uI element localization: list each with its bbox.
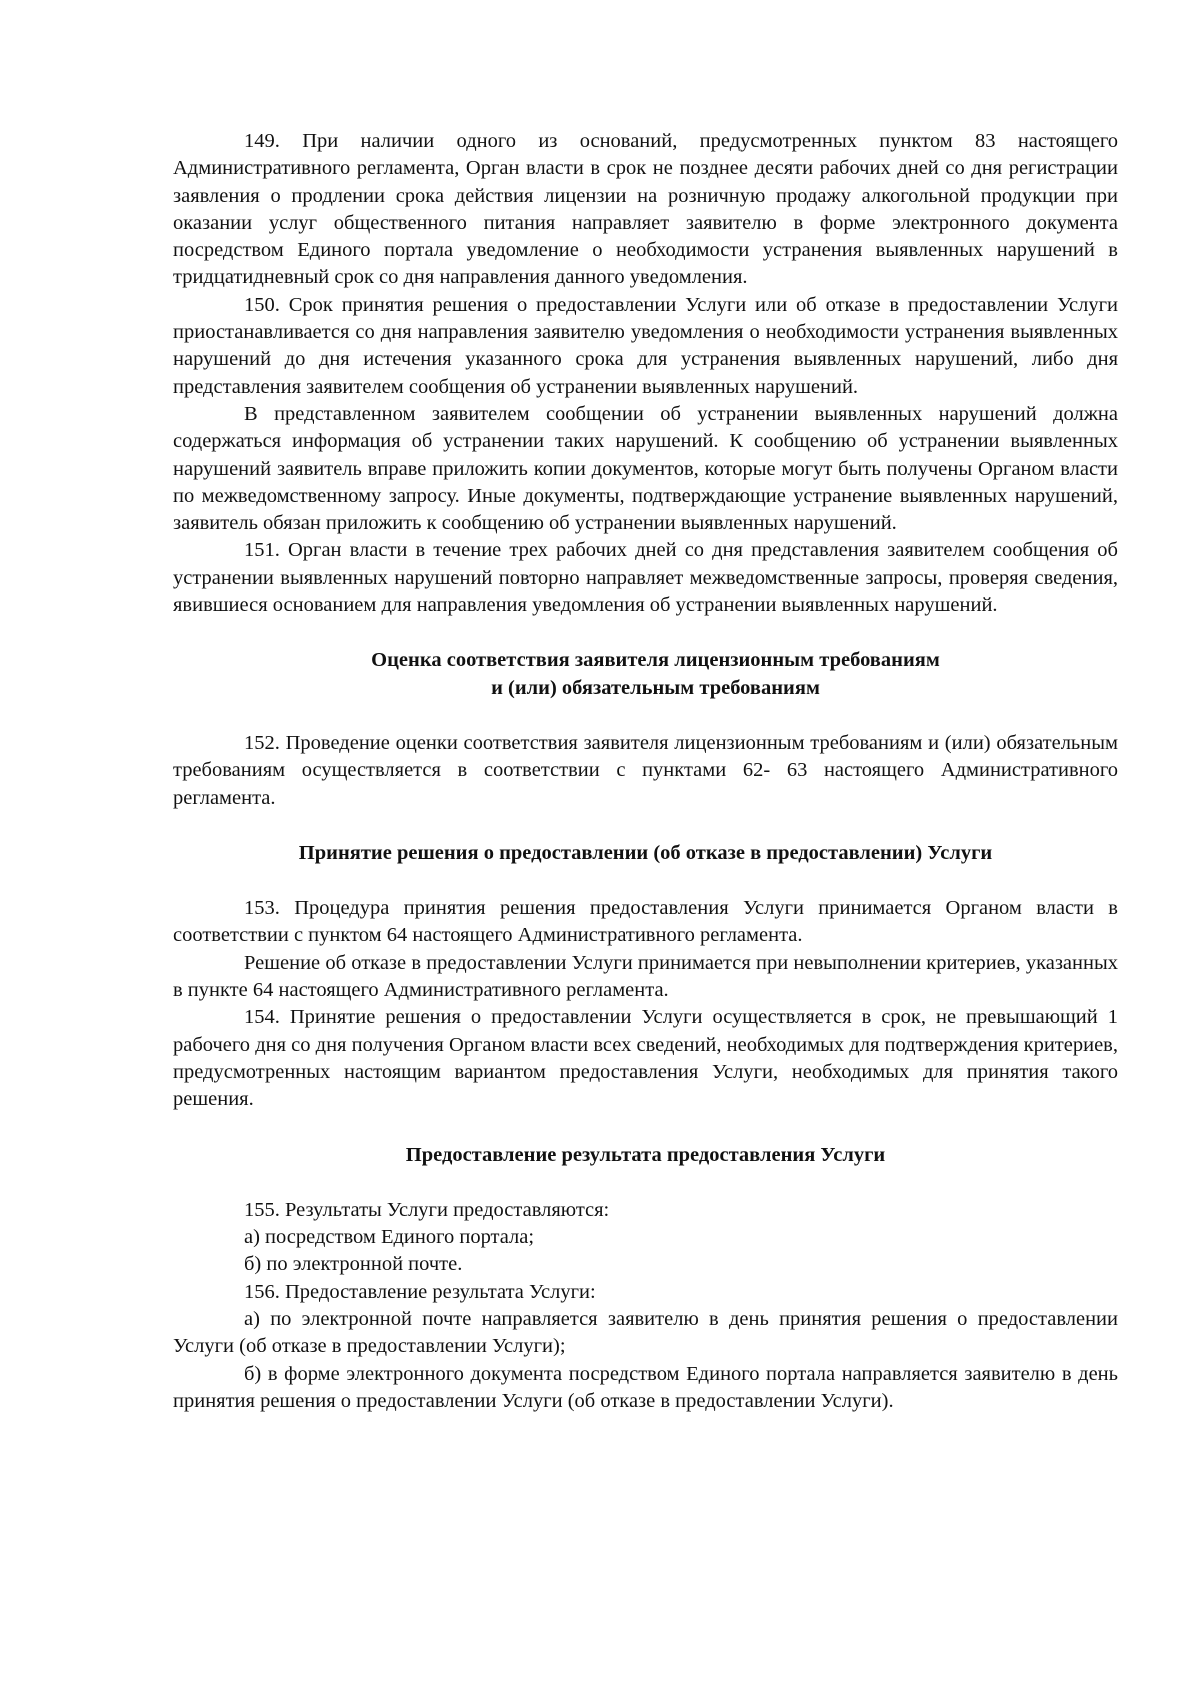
paragraph-154: 154. Принятие решения о предоставлении Услуги осуществляется в срок, не превышающий 1 рабочего дня со дня получения Органом власти всех сведений, необходимых для подтверждения критериев, предусмотренных настоящим вариантом предоставления Услуги, необходимых для принятия такого решения.: [173, 1006, 1118, 1111]
paragraph-156-item-b: б) в форме электронного документа посредством Единого портала направляется заявителю в день принятия решения о предоставлении Услуги (об отказе в предоставлении Услуги).: [173, 1362, 1118, 1412]
paragraph-156: 156. Предоставление результата Услуги:: [244, 1280, 596, 1303]
section-heading-compliance-assessment: [173, 647, 1118, 702]
paragraph-150-continuation: В представленном заявителем сообщении об устранении выявленных нарушений должна содержаться информация об устранении таких нарушений. К сообщению об устранении выявленных нарушений заявитель вправе приложить копии документов, которые могут быть получены Органом власти по межведомственному запросу. Иные документы, подтверждающие устранение выявленных нарушений, заявитель обязан приложить к сообщению об устранении выявленных нарушений.: [173, 402, 1118, 535]
paragraph-149: 149. При наличии одного из оснований, предусмотренных пунктом 83 настоящего Административного регламента, Орган власти в срок не позднее десяти рабочих дней со дня регистрации заявления о продлении срока действия лицензии на розничную продажу алкогольной продукции при оказании услуг общественного питания направляет заявителю в форме электронного документа посредством Единого портала уведомление о необходимости устранения выявленных нарушений в тридцатидневный срок со дня направления данного уведомления.: [173, 130, 1118, 289]
paragraph-156-item-a: а) по электронной почте направляется заявителю в день принятия решения о предоставлении Услуги (об отказе в предоставлении Услуги);: [173, 1307, 1118, 1358]
paragraph-150: 150. Срок принятия решения о предоставлении Услуги или об отказе в предоставлении Услуги приостанавливается со дня направления заявителю уведомления о необходимости устранения выявленных нарушений до дня истечения указанного срока для устранения выявленных нарушений, либо дня представления заявителем сообщения об устранении выявленных нарушений.: [173, 293, 1118, 398]
paragraph-151: 151. Орган власти в течение трех рабочих дней со дня представления заявителем сообщения об устранении выявленных нарушений повторно направляет межведомственные запросы, проверяя сведения, явившиеся основанием для направления уведомления об устранении выявленных нарушений.: [173, 539, 1118, 617]
document-page: [173, 128, 1118, 1415]
paragraph-155-item-a: а) посредством Единого портала;: [244, 1226, 535, 1249]
paragraph-152: 152. Проведение оценки соответствия заявителя лицензионным требованиям и (или) обязательным требованиям осуществляется в соответствии с пунктами 62- 63 настоящего Административного регламента.: [173, 731, 1118, 809]
paragraph-155: 155. Результаты Услуги предоставляются:: [244, 1198, 610, 1221]
section-heading-decision: Принятие решения о предоставлении (об отказе в предоставлении) Услуги: [298, 841, 993, 864]
section-heading-result-delivery: Предоставление результата предоставления Услуги: [405, 1143, 886, 1166]
paragraph-153-continuation: Решение об отказе в предоставлении Услуги принимается при невыполнении критериев, указанных в пункте 64 настоящего Административного регламента.: [173, 951, 1118, 1002]
heading-line-2: и (или) обязательным требованиям: [491, 676, 820, 699]
heading-line-1: Оценка соответствия заявителя лицензионным требованиям: [371, 649, 940, 672]
paragraph-153: 153. Процедура принятия решения предоставления Услуги принимается Органом власти в соответствии с пунктом 64 настоящего Административного регламента.: [173, 897, 1118, 947]
paragraph-155-item-b: б) по электронной почте.: [244, 1253, 463, 1276]
